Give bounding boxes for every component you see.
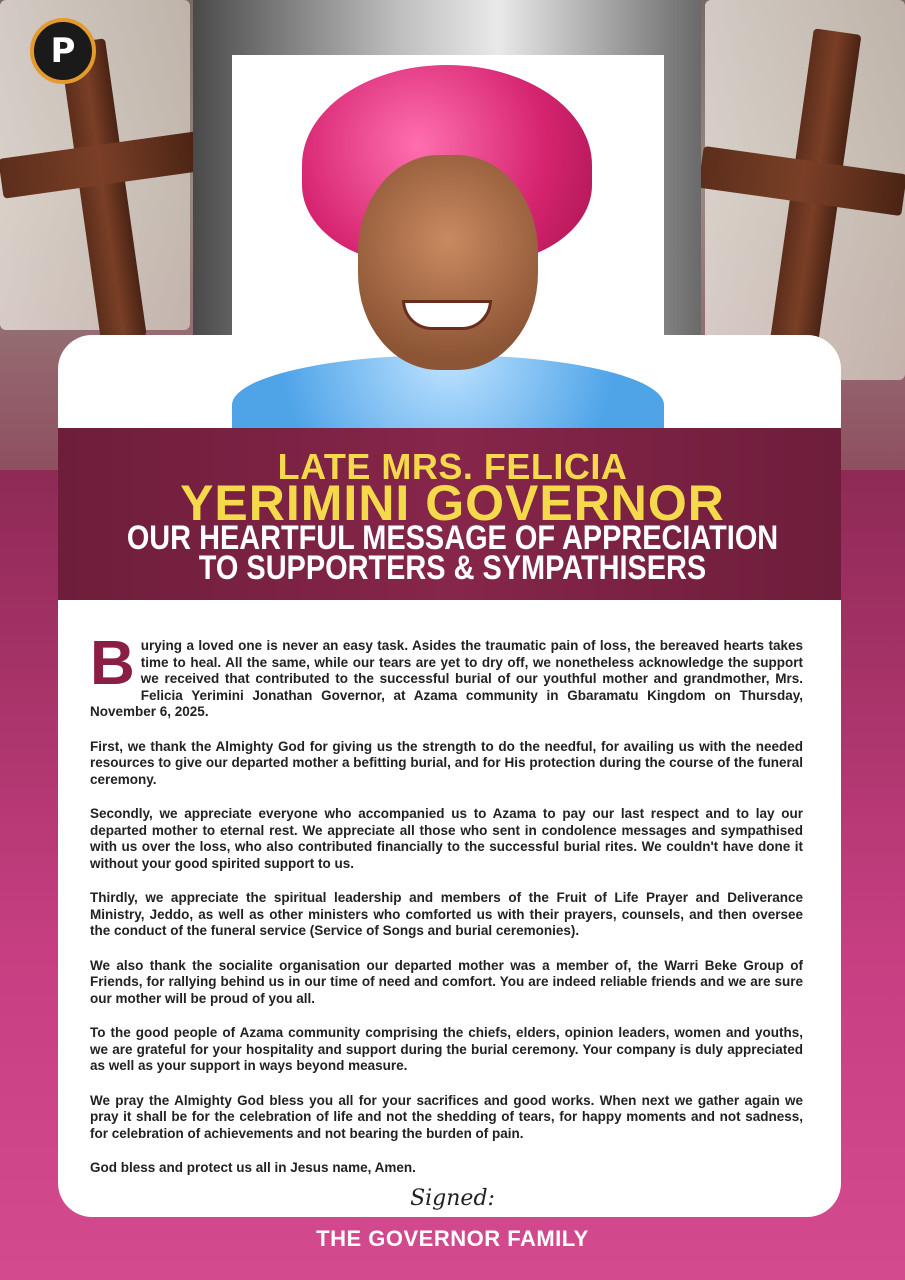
signed-label: Signed: (410, 1186, 495, 1211)
portrait-photo (232, 55, 664, 430)
subtitle-line-1: OUR HEARTFUL MESSAGE OF APPRECIATION (126, 519, 779, 557)
signatory: THE GOVERNOR FAMILY (316, 1226, 589, 1251)
paragraph-1-text: urying a loved one is never an easy task. Asides the traumatic pain of loss, the bereaved hearts takes time to heal. All the same, while our tears are yet to dry off, we nonetheless acknowledge the support we received that contributed to the successful burial of our youthful mother and grandmother, Mrs. Felicia Yerimini Jonathan Governor, at Azama community in Gbaramatu Kingdom on Thursday, November 6, 2025. (90, 638, 803, 719)
paragraph-3: Secondly, we appreciate everyone who accompanied us to Azama to pay our last respect and to lay our departed mother to eternal rest. We appreciate all those who sent in condolence messages and sympathised with us over the loss, who also contributed financially to the successful burial rites. We couldn't have done it without your good spirited support to us. (90, 806, 803, 871)
paragraph-7: We pray the Almighty God bless you all for your sacrifices and good works. When next we gather again we pray it shall be for the celebration of life and not the shedding of tears, for happy moments and not sadness, for celebration of achievements and not bearing the burden of pain. (90, 1092, 803, 1141)
paragraph-8: God bless and protect us all in Jesus name, Amen. (90, 1160, 416, 1175)
face (358, 155, 538, 370)
paragraph-5: We also thank the socialite organisation our departed mother was a member of, the Warri Beke Group of Friends, for rallying behind us in our time of need and comfort. You are indeed reliable friends and we are sure our mother will be proud of you all. (90, 957, 803, 1006)
logo-p-icon: P (30, 18, 96, 84)
title-name: YERIMINI GOVERNOR (180, 475, 725, 531)
paragraph-1 (90, 629, 803, 721)
subtitle-line-2: TO SUPPORTERS & SYMPATHISERS (198, 549, 707, 587)
title-line-1: LATE MRS. FELICIA (277, 446, 628, 487)
paragraph-6: To the good people of Azama community comprising the chiefs, elders, opinion leaders, women and youths, we are grateful for your hospitality and support during the burial ceremony. Your company is duly appreciated as well as your support in ways beyond measure. (90, 1025, 803, 1073)
paragraph-2: First, we thank the Almighty God for giving us the strength to do the needful, for availing us with the needed resources to give our departed mother a befitting burial, and for His protection during the course of the funeral ceremony. (90, 738, 803, 787)
message-body (90, 629, 803, 1195)
paragraph-4: Thirdly, we appreciate the spiritual leadership and members of the Fruit of Life Prayer and Deliverance Ministry, Jeddo, as well as other ministers who comforted us with their prayers, counsels, and then oversee the conduct of the funeral service (Service of Songs and burial ceremonies). (90, 890, 803, 938)
drop-cap: B (90, 629, 135, 698)
